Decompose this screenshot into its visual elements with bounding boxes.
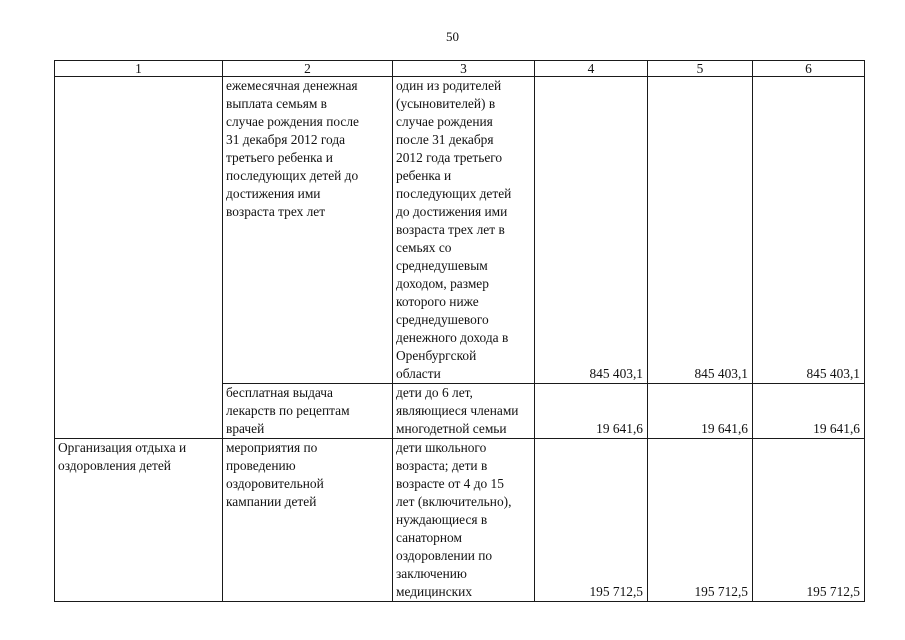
column-header: 4 [535,61,648,77]
measure-cell: бесплатная выдача лекарств по рецептам врачей [223,384,393,439]
amount-cell: 19 641,6 [648,384,753,439]
amount-cell: 195 712,5 [648,439,753,602]
column-header: 3 [393,61,535,77]
amount-cell: 195 712,5 [535,439,648,602]
category-cell [55,77,223,439]
data-table [54,60,865,602]
column-header: 1 [55,61,223,77]
amount-cell: 19 641,6 [535,384,648,439]
table-row [55,439,865,602]
amount-cell: 195 712,5 [753,439,865,602]
amount-cell: 845 403,1 [535,77,648,384]
recipient-cell: дети до 6 лет, являющиеся членами многодетной семьи [393,384,535,439]
column-header: 5 [648,61,753,77]
page-number: 50 [446,29,459,44]
measure-cell: мероприятия по проведению оздоровительной кампании детей [223,439,393,602]
recipient-cell: дети школьного возраста; дети в возрасте от 4 до 15 лет (включительно), нуждающиеся в санаторном оздоровлении по заключению медицинских [393,439,535,602]
amount-cell: 845 403,1 [753,77,865,384]
amount-cell: 19 641,6 [753,384,865,439]
measure-cell: ежемесячная денежная выплата семьям в случае рождения после 31 декабря 2012 года третьего ребенка и последующих детей до достижения ими возраста трех лет [223,77,393,384]
table-header-row [55,61,865,77]
amount-cell: 845 403,1 [648,77,753,384]
recipient-cell: один из родителей (усыновителей) в случае рождения после 31 декабря 2012 года третьего ребенка и последующих детей до достижения ими возраста трех лет в семьях со среднедушевым доходом, размер которого ниже среднедушевого денежного дохода в Оренбургской области [393,77,535,384]
category-cell: Организация отдыха и оздоровления детей [55,439,223,602]
table-row [55,77,865,384]
column-header: 6 [753,61,865,77]
column-header: 2 [223,61,393,77]
